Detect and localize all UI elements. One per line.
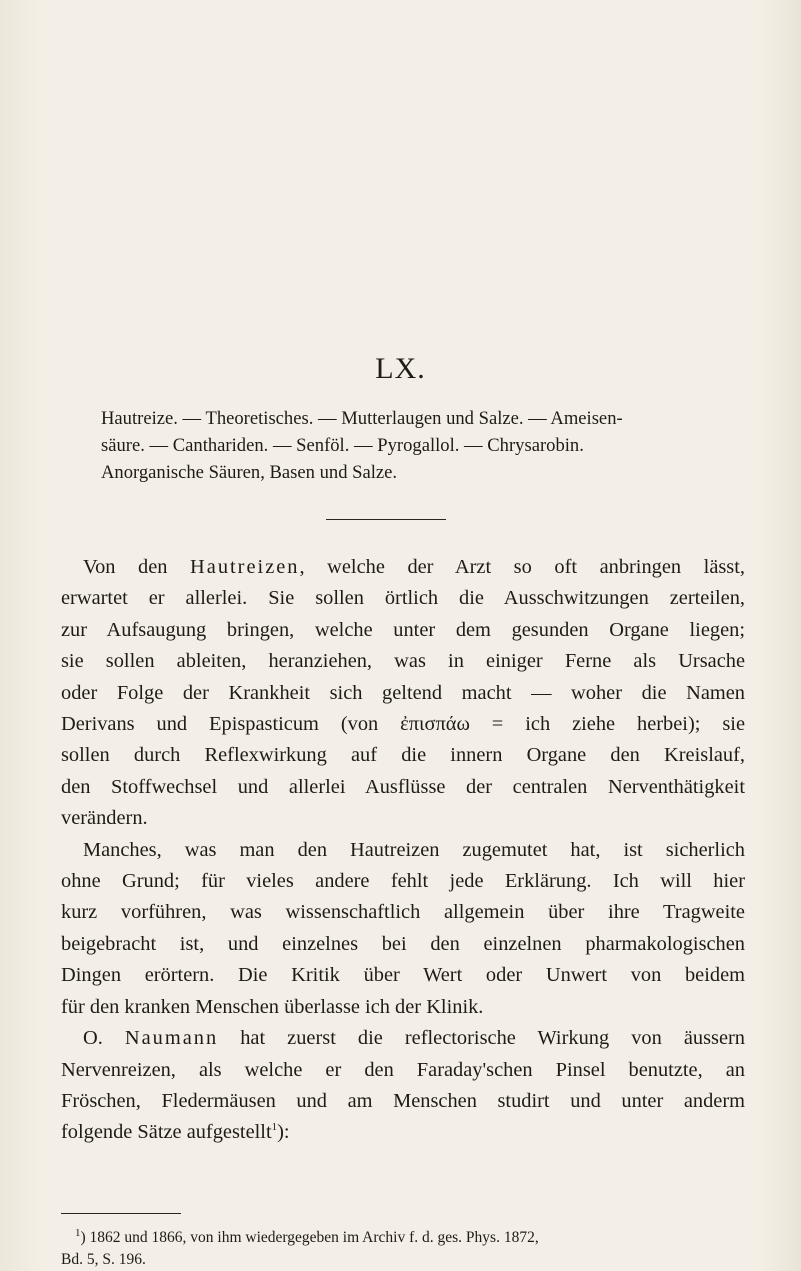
paragraph-1-line: Derivans und Epispasticum (von ἐπισπάω = ich ziehe herbei); sie [61,713,745,736]
paragraph-1-line: sollen durch Reflexwirkung auf die innern Organe den Kreislauf, [61,744,745,767]
chapter-summary [101,405,713,486]
footnote-reference: 1 [271,1121,278,1134]
paragraph-1-line: erwartet er allerlei. Sie sollen örtlich die Ausschwitzungen zerteilen, [61,587,745,610]
paragraph-3-line: Fröschen, Fledermäusen und am Menschen studirt und unter anderm [61,1089,745,1112]
paragraph-1-line: den Stoffwechsel und allerlei Ausflüsse der centralen Nerventhätigkeit [61,775,745,798]
author-name: Naumann [124,1027,219,1050]
paragraph-2-line: Manches, was man den Hautreizen zugemutet hat, ist sicherlich [83,838,745,861]
paragraph-2-line: für den kranken Menschen überlasse ich der Klinik. [61,995,484,1018]
paragraph-2-line: ohne Grund; für vieles andere fehlt jede Erklärung. Ich will hier [61,870,745,893]
summary-line: Hautreize. — Theoretisches. — Mutterlaugen und Salze. — Ameisen- [101,408,623,429]
paragraph-1-line: sie sollen ableiten, heranziehen, was in einiger Ferne als Ursache [61,650,745,673]
paragraph-3-line: folgende Sätze aufgestellt$^1$): [61,1121,290,1144]
emphasized-term: Hautreizen [190,556,300,578]
summary-line: Anorganische Säuren, Basen und Salze. [101,462,398,483]
paragraph-1-line: oder Folge der Krankheit sich geltend macht — woher die Namen [61,681,745,704]
chapter-number: LX. [375,352,426,385]
paragraph-3-line: Nervenreizen, als welche er den Faraday'schen Pinsel benutzte, an [61,1058,745,1081]
paragraph-3-line: O. Naumann hat zuerst die reflectorische Wirkung von äussern [83,1027,745,1050]
body-text [61,552,745,1149]
paragraph-1-line: verändern. [61,807,148,830]
paragraph-2-line: Dingen erörtern. Die Kritik über Wert oder Unwert von beidem [61,964,745,987]
footnote-line: $^1$) 1862 und 1866, von ihm wiedergegeben im Archiv f. d. ges. Phys. 1872, [75,1226,539,1246]
footnote-divider [61,1213,181,1214]
paragraph-2-line: kurz vorführen, was wissenschaftlich allgemein über ihre Tragweite [61,901,745,924]
paragraph-1-line: Von den Hautreizen, welche der Arzt so oft anbringen lässt, [83,556,746,578]
footnote-line: Bd. 5, S. 196. [61,1251,146,1268]
section-divider [326,519,446,520]
paragraph-2-line: beigebracht ist, und einzelnes bei den einzelnen pharmakologischen [61,932,745,955]
summary-line: säure. — Canthariden. — Senföl. — Pyrogallol. — Chrysarobin. [101,435,584,456]
footnote [61,1227,745,1271]
paragraph-1-line: zur Aufsaugung bringen, welche unter dem gesunden Organe liegen; [61,618,745,641]
footnote-marker: 1 [75,1226,81,1239]
